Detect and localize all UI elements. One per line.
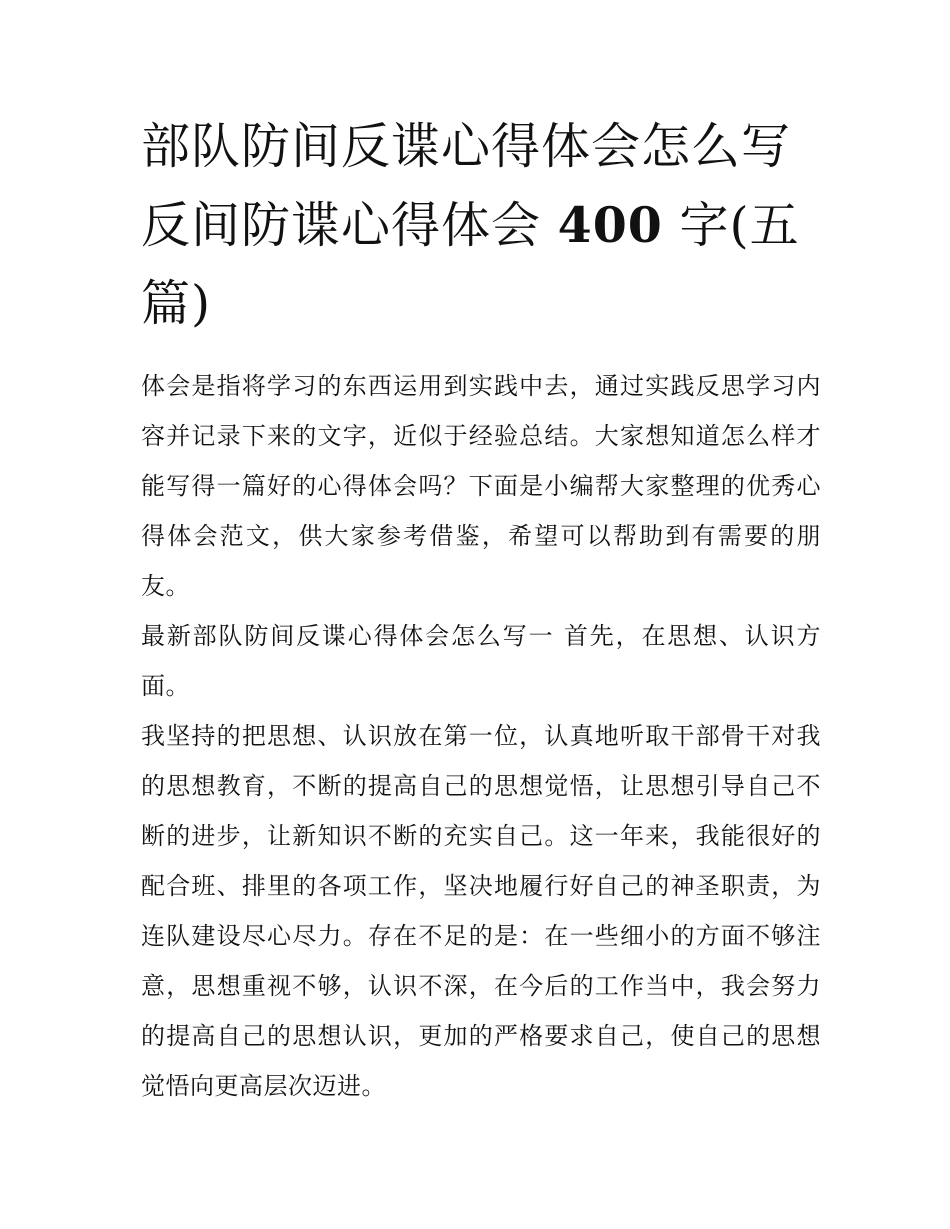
title-text: 部队防间反谍心得体会怎么写反间防谍心得体会 bbox=[141, 118, 792, 254]
document-page bbox=[141, 108, 821, 1111]
title-suffix: 字(五篇) bbox=[141, 197, 800, 332]
document-title bbox=[141, 108, 821, 343]
section-heading-paragraph: 最新部队防间反谍心得体会怎么写一 首先，在思想、认识方面。 bbox=[141, 622, 821, 700]
body-paragraph: 我坚持的把思想、认识放在第一位，认真地听取干部骨干对我的思想教育，不断的提高自己的思想觉悟，让思想引导自己不断的进步，让新知识不断的充实自己。这一年来，我能很好的配合班、排里的各项工作，坚决地履行好自己的神圣职责，为连队建设尽心尽力。存在不足的是：在一些细小的方面不够注意，思想重视不够，认识不深，在今后的工作当中，我会努力的提高自己的思想认识，更加的严格要求自己，使自己的思想觉悟向更高层次迈进。 bbox=[141, 722, 821, 1100]
title-number: 400 bbox=[557, 196, 663, 254]
intro-paragraph: 体会是指将学习的东西运用到实践中去，通过实践反思学习内容并记录下来的文字，近似于经验总结。大家想知道怎么样才能写得一篇好的心得体会吗？下面是小编帮大家整理的优秀心得体会范文，供大家参考借鉴，希望可以帮助到有需要的朋友。 bbox=[141, 372, 821, 600]
